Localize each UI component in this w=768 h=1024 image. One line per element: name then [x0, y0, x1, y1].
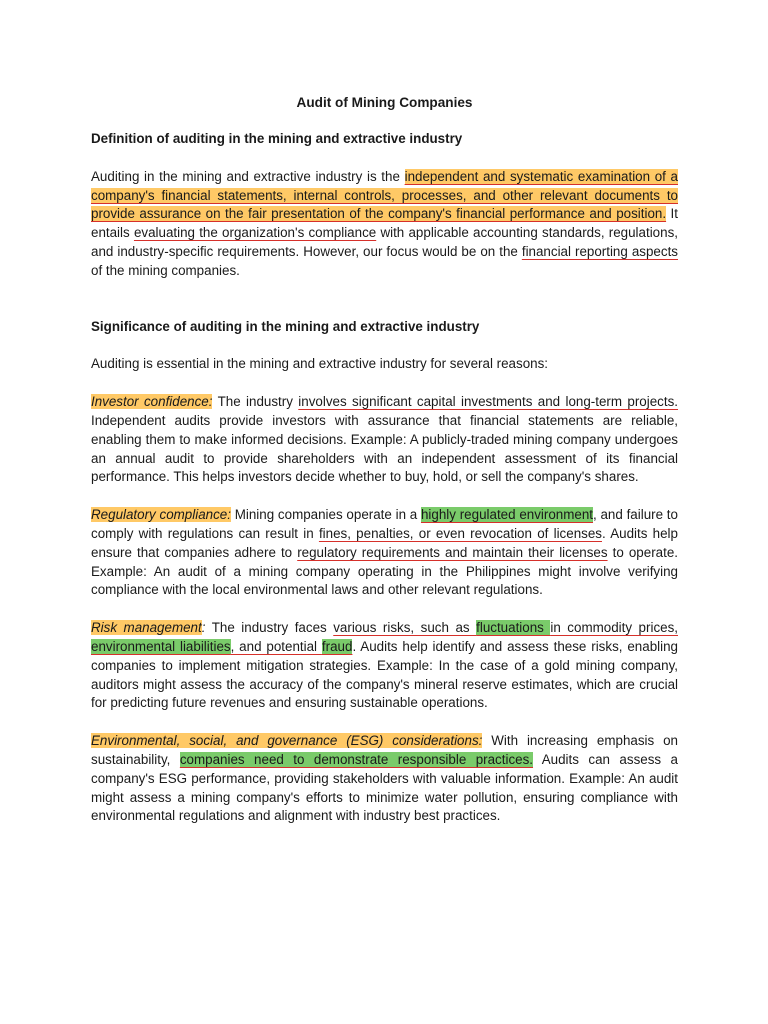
highlight-green: highly regulated environment [420, 507, 594, 523]
underlined-text: in commodity prices, [550, 620, 678, 636]
text-run: Independent audits provide investors with assurance that financial statements are reliable, enabling them to make informed decisions. Example: A publicly-traded mining company undergoes an annual audit to provide shareholders with an independent assessment of its financial performance. This helps investors decide whether to buy, hold, or sell the company's shares. [91, 412, 678, 485]
paragraph-regulatory-compliance [91, 506, 678, 600]
highlight-green: environmental liabilities [91, 638, 231, 654]
item-label: Regulatory compliance: [91, 507, 231, 523]
text-run: The industry [212, 394, 299, 410]
underlined-text: regulatory requirements and maintain their licenses [297, 544, 608, 560]
highlight-green: fraud [321, 638, 353, 654]
text-run: The industry faces [205, 620, 334, 636]
text-run: with applicable accounting standards, regulations, and industry-specific requirements. However, our focus would be on the [91, 225, 678, 259]
text-run: Auditing in the mining and extractive industry is the [91, 168, 405, 184]
section-heading-definition: Definition of auditing in the mining and extractive industry [91, 131, 463, 146]
underlined-text: fines, penalties, or even revocation of licenses [318, 525, 602, 541]
highlight-yellow: independent and systematic examination of a company's financial statements, internal controls, processes, and other relevant documents to provide assurance on the fair presentation of the company's financial performance and position. [91, 168, 678, 222]
paragraph-intro: Auditing is essential in the mining and extractive industry for several reasons: [91, 356, 549, 372]
section-spacer [91, 281, 678, 318]
text-run: With increasing emphasis on sustainability, [91, 733, 678, 767]
text-run: of the mining companies. [91, 262, 240, 278]
document-page [91, 90, 678, 826]
paragraph-definition [91, 168, 678, 281]
text-run: : [201, 620, 206, 636]
underlined-text: financial reporting aspects [521, 243, 678, 259]
text-run: to operate. Example: An audit of a mining company operating in the Philippines might involve verifying compliance with the local environmental laws and other relevant regulations. [91, 544, 678, 598]
document-title: Audit of Mining Companies [296, 95, 473, 110]
text-run: Mining companies operate in a [230, 507, 421, 523]
item-label: Investor confidence: [91, 394, 213, 410]
paragraph-risk-management [91, 619, 678, 713]
paragraph-investor-confidence [91, 393, 678, 487]
text-run: . Audits help ensure that companies adhere to [91, 525, 678, 560]
text-run: Audits can assess a company's ESG performance, providing stakeholders with valuable information. Example: An audit might assess a mining company's efforts to minimize water pollution, ensuring compliance with environmental regulations and alignment with industry best practices. [91, 751, 678, 824]
text-run: It entails [91, 206, 678, 241]
underlined-text: various risks, such as [333, 620, 477, 636]
highlight-green: fluctuations [476, 620, 551, 636]
paragraph-esg [91, 732, 678, 826]
item-label: Environmental, social, and governance (ESG) considerations: [91, 733, 483, 749]
highlight-green: companies need to demonstrate responsible practices. [179, 751, 534, 767]
underlined-text: evaluating the organization's compliance [133, 225, 377, 241]
underlined-text: involves significant capital investments and long-term projects. [298, 394, 679, 410]
text-run: , and failure to comply with regulations can result in [91, 507, 678, 541]
item-label: Risk management [91, 620, 202, 636]
section-heading-significance: Significance of auditing in the mining and extractive industry [91, 318, 480, 334]
text-run: . Audits help identify and assess these risks, enabling companies to implement mitigation strategies. Example: In the case of a gold mining company, auditors might assess the accuracy of the company's mineral reserve estimates, which are crucial for predicting future revenues and ensuring sustainable operations. [91, 638, 678, 711]
underlined-text: , and potential [230, 638, 322, 654]
